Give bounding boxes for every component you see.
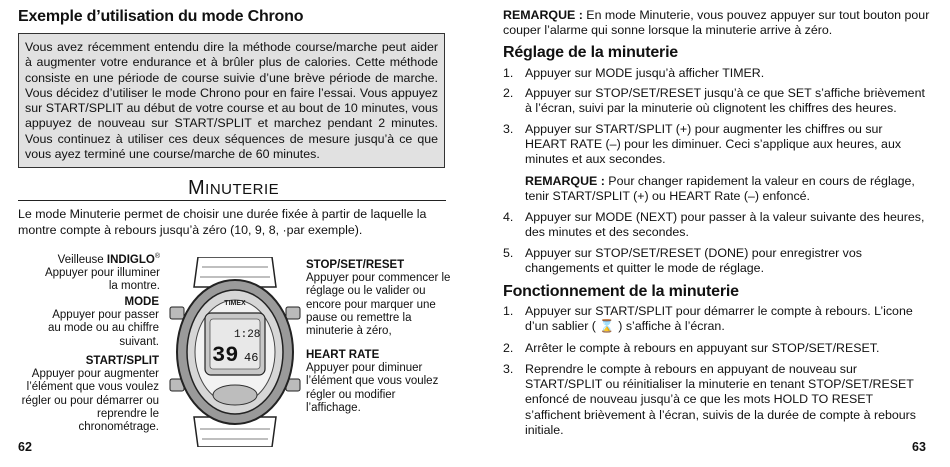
- right-page: [475, 0, 950, 467]
- title-rule: [18, 200, 446, 201]
- label-start-split: [18, 355, 159, 434]
- remarque-1-text: En mode Minuterie, vous pouvez appuyer sur tout bouton pour couper l’alarme qui sonne lorsque la minuterie arrive à zéro.: [503, 8, 930, 38]
- item-text: Reprendre le compte à rebours en appuyant de nouveau sur START/SPLIT ou réinitialiser la minuterie en tenant STOP/SET/RESET enfoncé de nouveau jusqu’à ce que les mots HOLD TO RESET s’affichent brièvement à l’écran, suivis de la durée de compte à rebours initiale.: [525, 362, 916, 437]
- item-number: 2.: [503, 341, 514, 355]
- stop-set-reset-name: STOP/SET/RESET: [306, 259, 405, 271]
- remarque-2-text: Pour changer rapidement la valeur en cours de réglage, tenir START/SPLIT (+) ou HEART Rate (–) enfoncé.: [525, 174, 915, 204]
- item-number: 3.: [503, 122, 514, 136]
- item-number: 5.: [503, 246, 514, 260]
- example-box: Vous avez récemment entendu dire la méthode course/marche peut aider à augmenter votre endurance et à brûler plus de calories. Cette méthode consiste en une période de course suivie d’une brève période de marche. Vous décidez d’utiliser le mode Chrono pour en faire l’essai. Vous appuyez sur START/SPLIT au début de votre course et au bout de 10 minutes, vous appuyez de nouveau sur START/SPLIT et marchez pendant 2 minutes. Vous continuez à utiliser ces deux séquences de mesure jusqu’à ce que vous ayez terminé une course/marche de 60 minutes.: [18, 33, 445, 168]
- item-text: Appuyer sur MODE jusqu’à afficher TIMER.: [525, 66, 765, 80]
- fonctionnement-title: Fonctionnement de la minuterie: [503, 283, 739, 300]
- item-text: Appuyer sur START/SPLIT pour démarrer le compte à rebours. L’icone d’un sablier ( ⌛ ) s’affiche à l’écran.: [525, 304, 913, 334]
- watch-brand: TIMEX: [224, 300, 246, 307]
- item-text: Appuyer sur STOP/SET/RESET (DONE) pour enregistrer vos changements et quitter le mode de réglage.: [525, 246, 862, 276]
- heart-rate-name: HEART RATE: [306, 349, 380, 361]
- chrono-example-title: Exemple d’utilisation du mode Chrono: [18, 8, 304, 25]
- item-number: 2.: [503, 86, 514, 100]
- reglage-title: Réglage de la minuterie: [503, 44, 679, 61]
- label-indiglo: [18, 250, 160, 293]
- indiglo-reg: ®: [154, 253, 160, 260]
- watch-display-seconds: 46: [244, 351, 259, 365]
- item-number: 1.: [503, 304, 514, 318]
- start-split-name: START/SPLIT: [85, 355, 159, 367]
- minuterie-title-cap: M: [188, 177, 206, 199]
- item-text: Appuyer sur MODE (NEXT) pour passer à la valeur suivante des heures, des minutes et des secondes.: [525, 210, 925, 240]
- indiglo-desc: Appuyer pour illuminer la montre.: [44, 267, 160, 293]
- item-text: Arrêter le compte à rebours en appuyant sur STOP/SET/RESET.: [525, 341, 880, 355]
- remarque-2: [525, 174, 930, 204]
- mode-desc: Appuyer pour passer au mode ou au chiffre suivant.: [47, 309, 159, 348]
- remarque-2-label: REMARQUE :: [525, 174, 605, 188]
- watch-illustration: [160, 257, 310, 447]
- item-number: 4.: [503, 210, 514, 224]
- label-heart-rate: [306, 349, 451, 415]
- page-number-left: 62: [18, 440, 32, 454]
- item-number: 3.: [503, 362, 514, 376]
- indiglo-button-shape: [170, 307, 184, 319]
- label-mode: [28, 296, 159, 349]
- indiglo-prefix: Veilleuse: [57, 253, 107, 266]
- remarque-1-label: REMARQUE :: [503, 8, 583, 22]
- start-split-desc: Appuyer pour augmenter l’élément que vous voulez régler ou pour démarrer ou reprendre le chronométrage.: [21, 368, 159, 434]
- stop-set-reset-desc: Appuyer pour commencer le réglage ou le valider ou encore pour marquer une pause ou remettre la minuterie à zéro,: [306, 272, 451, 338]
- watch-display-main: 39: [212, 343, 239, 368]
- item-text: Appuyer sur STOP/SET/RESET jusqu’à ce que SET s’affiche brièvement à l’écran, suivi par la minuterie où clignotent les chiffres des heures.: [525, 86, 925, 116]
- label-stop-set-reset: [306, 259, 456, 338]
- heart-rate-desc: Appuyer pour diminuer l’élément que vous voulez régler ou modifier l’affichage.: [306, 362, 439, 414]
- minuterie-intro: Le mode Minuterie permet de choisir une durée fixée à partir de laquelle la montre compte à rebours jusqu’à zéro (10, 9, 8, ·par exemple).: [18, 207, 427, 237]
- indiglo-name: INDIGLO: [106, 253, 155, 266]
- minuterie-title-rest: INUTERIE: [205, 181, 280, 198]
- stop-set-reset-button-shape: [286, 307, 300, 319]
- minuterie-title: [188, 177, 279, 200]
- item-text: Appuyer sur START/SPLIT (+) pour augmenter les chiffres ou sur HEART RATE (–) pour les diminuer. Ceci s’applique aux heures, aux minutes et aux secondes.: [525, 122, 902, 167]
- mode-name: MODE: [124, 296, 159, 308]
- remarque-1: [503, 8, 948, 38]
- page-number-right: 63: [912, 440, 926, 454]
- item-number: 1.: [503, 66, 514, 80]
- watch-display-top: 1:28: [234, 329, 261, 341]
